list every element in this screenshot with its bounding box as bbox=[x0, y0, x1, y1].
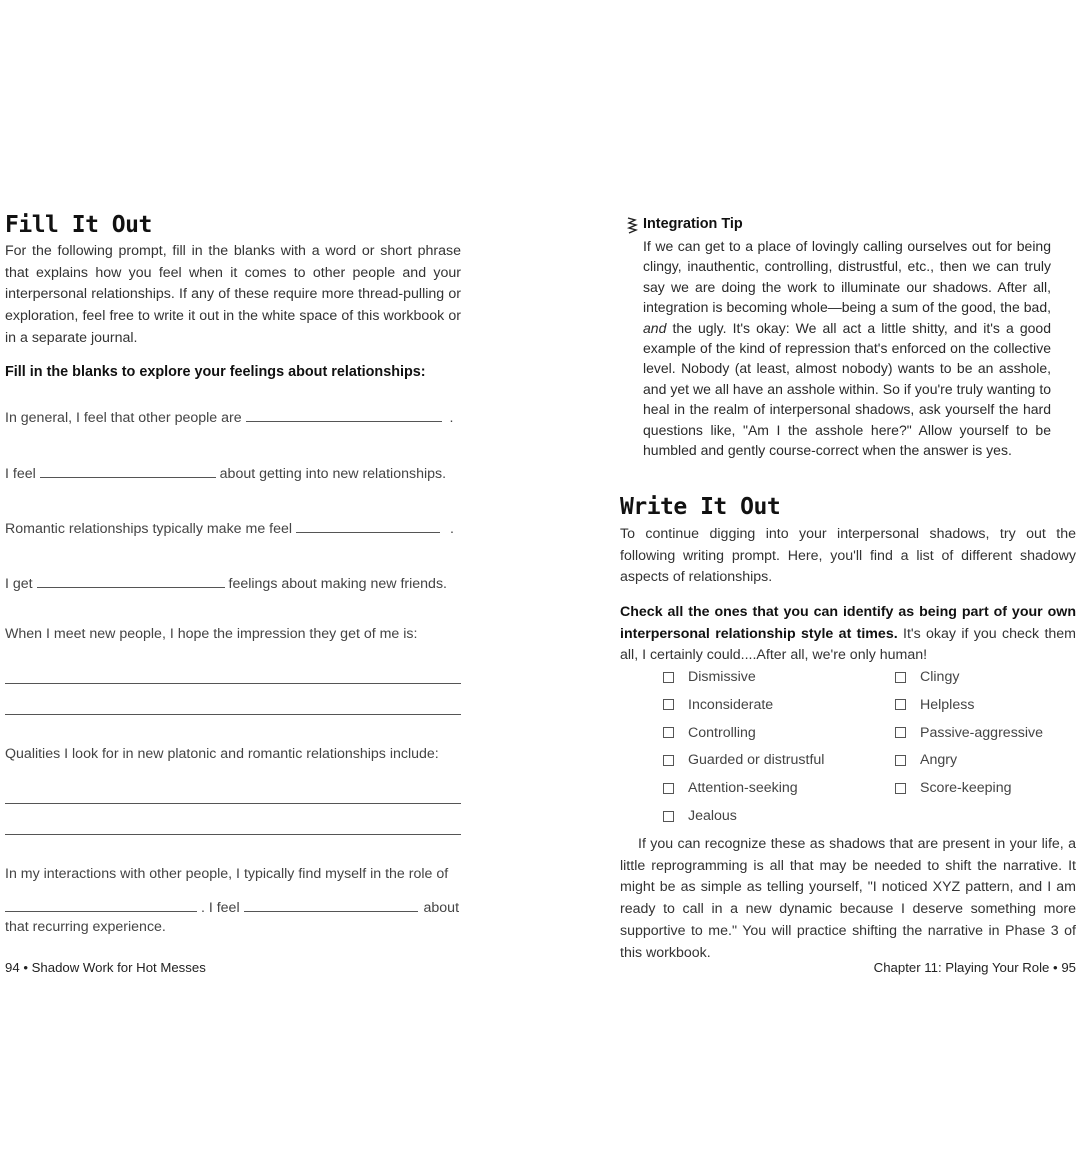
prompt-line bbox=[5, 407, 453, 426]
checklist-item[interactable] bbox=[895, 697, 974, 713]
prompt-line bbox=[5, 897, 459, 916]
answer-line[interactable] bbox=[5, 683, 461, 684]
checklist-label: Passive-aggressive bbox=[920, 724, 1044, 741]
checklist-item[interactable] bbox=[895, 780, 1012, 796]
checklist-label: Jealous bbox=[688, 808, 737, 824]
checklist-label: Helpless bbox=[920, 696, 975, 713]
prompt-text: feelings about making new friends. bbox=[228, 576, 447, 592]
prompt-text: I feel bbox=[5, 466, 36, 482]
tip-title: Integration Tip bbox=[643, 216, 743, 232]
tip-text: If we can get to a place of lovingly calling ourselves out for being clingy, inauthentic, controlling, distrustful, etc., then we can truly say we are doing the work to illuminate our shadows. After all, integration is becoming whole—being a sum of the good, the bad, bbox=[643, 238, 1051, 316]
checklist-item[interactable] bbox=[663, 725, 756, 741]
checklist-item[interactable] bbox=[895, 669, 959, 685]
checklist-item[interactable] bbox=[663, 808, 737, 824]
checkbox[interactable] bbox=[663, 783, 674, 794]
prompt-text: Romantic relationships typically make me feel bbox=[5, 521, 293, 537]
checklist-label: Angry bbox=[920, 752, 958, 769]
checklist-label: Dismissive bbox=[688, 669, 756, 685]
checkbox[interactable] bbox=[663, 672, 674, 683]
prompt-text: I get bbox=[5, 576, 33, 592]
prompt-text: about getting into new relationships. bbox=[219, 466, 447, 482]
checklist-label: Inconsiderate bbox=[688, 696, 774, 713]
checklist-label: Score-keeping bbox=[920, 780, 1012, 797]
checkbox[interactable] bbox=[895, 783, 906, 794]
tip-text: the ugly. It's okay: We all act a little shitty, and it's a good example of the kind of repression that's enforced on the collective level. Nobody (at least, almost nobody) wants to be an asshole, and yet we all have an asshole within. So if you're truly wanting to heal in the realm of interpersonal shadows, ask yourself the hard questions like, "Am I the asshole here?" Allow yourself to be humbled and gently course-correct when the answer is yes. bbox=[643, 319, 1051, 459]
checklist-item[interactable] bbox=[895, 752, 957, 768]
checkbox[interactable] bbox=[663, 727, 674, 738]
squiggle-icon bbox=[626, 216, 638, 239]
checklist-label: Guarded or distrustful bbox=[688, 752, 825, 769]
prompt-text: Qualities I look for in new platonic and romantic relationships include: bbox=[5, 746, 439, 762]
prompt-text: . bbox=[449, 410, 454, 426]
checklist-label: Attention-seeking bbox=[688, 780, 798, 797]
checklist-item[interactable] bbox=[663, 697, 773, 713]
blank-field[interactable] bbox=[244, 897, 418, 912]
prompt-text: . bbox=[449, 521, 454, 537]
prompt-text: that recurring experience. bbox=[5, 919, 166, 935]
instruction bbox=[620, 602, 1076, 667]
checklist-label: Controlling bbox=[688, 724, 756, 741]
checkbox[interactable] bbox=[663, 755, 674, 766]
tip-emphasis: and bbox=[643, 319, 667, 336]
checklist-item[interactable] bbox=[663, 669, 756, 685]
intro-paragraph: For the following prompt, fill in the blanks with a word or short phrase that explains how you feel when it comes to other people and your interpersonal relationships. If any of these require more thread-pulling or exploration, feel free to write it out in the white space of this workbook or in a separate journal. bbox=[5, 243, 461, 346]
answer-line[interactable] bbox=[5, 714, 461, 715]
blank-field[interactable] bbox=[37, 573, 225, 588]
prompt-text: When I meet new people, I hope the impression they get of me is: bbox=[5, 626, 418, 642]
prompt-line bbox=[5, 518, 454, 537]
intro-paragraph: To continue digging into your interpersonal shadows, try out the following writing prompt. Here, you'll find a list of different shadowy aspects of relationships. bbox=[620, 526, 1076, 586]
checklist-item[interactable] bbox=[895, 725, 1043, 741]
checkbox[interactable] bbox=[663, 699, 674, 710]
checkbox[interactable] bbox=[895, 672, 906, 683]
section-heading: Fill It Out bbox=[5, 212, 152, 238]
blank-field[interactable] bbox=[5, 897, 197, 912]
instruction-rest: It's okay if you check them all, I certainly could....After all, we're only human! bbox=[620, 625, 1076, 664]
instruction: Fill in the blanks to explore your feelings about relationships: bbox=[5, 364, 426, 380]
checklist-item[interactable] bbox=[663, 780, 798, 796]
answer-line[interactable] bbox=[5, 803, 461, 804]
checkbox[interactable] bbox=[895, 727, 906, 738]
prompt-text: In my interactions with other people, I typically find myself in the role of bbox=[5, 866, 449, 882]
checklist-item[interactable] bbox=[663, 752, 824, 768]
prompt-text: In general, I feel that other people are bbox=[5, 410, 242, 426]
prompt-text: . I feel bbox=[200, 900, 240, 916]
page-footer: Chapter 11: Playing Your Role • 95 bbox=[873, 960, 1076, 975]
closing-paragraph: If you can recognize these as shadows that are present in your life, a little reprogramming is all that may be needed to shift the narrative. It might be as simple as telling yourself, "I noticed XYZ pattern, and I am ready to call in a new dynamic because I deserve something more supportive to me." You will practice shifting the narrative in Phase 3 of this workbook. bbox=[620, 836, 1076, 961]
checkbox[interactable] bbox=[895, 699, 906, 710]
checkbox[interactable] bbox=[895, 755, 906, 766]
prompt-line bbox=[5, 573, 447, 592]
prompt-line bbox=[5, 463, 446, 482]
page-footer: 94 • Shadow Work for Hot Messes bbox=[5, 960, 206, 975]
tip-body bbox=[643, 236, 1051, 460]
checklist-label: Clingy bbox=[920, 669, 960, 685]
answer-line[interactable] bbox=[5, 834, 461, 835]
section-heading: Write It Out bbox=[620, 494, 781, 520]
instruction-bold: Check all the ones that you can identify as being part of your own interpersonal relationship style at times. bbox=[620, 604, 1076, 642]
blank-field[interactable] bbox=[40, 463, 216, 478]
checkbox[interactable] bbox=[663, 811, 674, 822]
blank-field[interactable] bbox=[246, 407, 442, 422]
blank-field[interactable] bbox=[296, 518, 440, 533]
prompt-text: about bbox=[423, 900, 460, 916]
